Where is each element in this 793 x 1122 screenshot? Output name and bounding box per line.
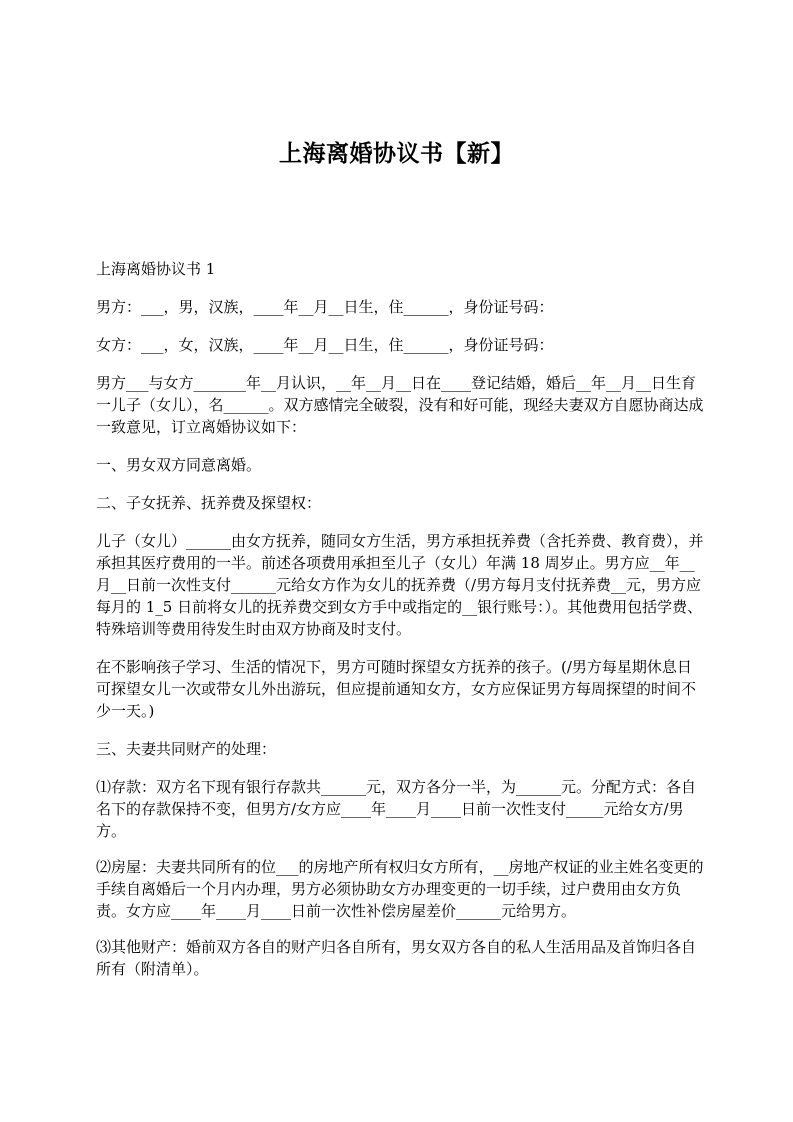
marriage-background: 男方___与女方_______年__月认识，__年__月__日在____登记结婚，婚后__年__月__日生育一儿子（女儿），名______。双方感情完全破裂，没有和好可能，现经夫妻双方自愿协商达成一致意见，订立离婚协议如下： [96,374,704,436]
property-other: ⑶其他财产：婚前双方各自的财产归各自所有，男女双方各自的私人生活用品及首饰归各自所有（附清单）。 [96,938,697,978]
clause-child-support-heading: 二、子女抚养、抚养费及探望权： [96,494,322,512]
female-party-info: 女方：___，女，汉族，____年__月__日生，住______，身份证号码： [96,336,554,354]
agreement-subtitle: 上海离婚协议书 1 [96,260,216,278]
visitation-rights: 在不影响孩子学习、生活的情况下，男方可随时探望女方抚养的孩子。(/男方每星期休息日可探望女儿一次或带女儿外出游玩，但应提前通知女方，女方应保证男方每周探望的时间不少一天。) [96,658,697,720]
document-body [96,258,706,994]
document-title: 上海离婚协议书【新】 [279,140,514,167]
property-house: ⑵房屋：夫妻共同所有的位___的房地产所有权归女方所有，__房地产权证的业主姓名变更的手续自离婚后一个月内办理，男方必须协助女方办理变更的一切手续，过户费用由女方负责。女方应____年____月____日前一次性补偿房屋差价______元给男方。 [96,858,704,920]
property-deposits: ⑴存款：双方名下现有银行存款共______元，双方各分一半，为______元。分配方式：各自名下的存款保持不变，但男方/女方应____年____月____日前一次性支付_____元给女方/男方。 [96,778,697,840]
male-party-info: 男方：___，男，汉族，____年__月__日生，住______，身份证号码： [96,298,554,316]
child-custody-support: 儿子（女儿）______由女方抚养，随同女方生活，男方承担抚养费（含托养费、教育费），并承担其医疗费用的一半。前述各项费用承担至儿子（女儿）年满 18 周岁止。男方应__年__月__日前一次性支付______元给女方作为女儿的抚养费（/男方每月支付抚养费__元，男方应每月的 1_5 日前将女儿的抚养费交到女方手中或指定的__银行账号：）。其他费用包括学费、特殊培训等费用待发生时由双方协商及时支付。 [96,532,704,638]
clause-property-heading: 三、夫妻共同财产的处理： [96,740,277,758]
clause-divorce-agreement: 一、男女双方同意离婚。 [96,456,262,474]
